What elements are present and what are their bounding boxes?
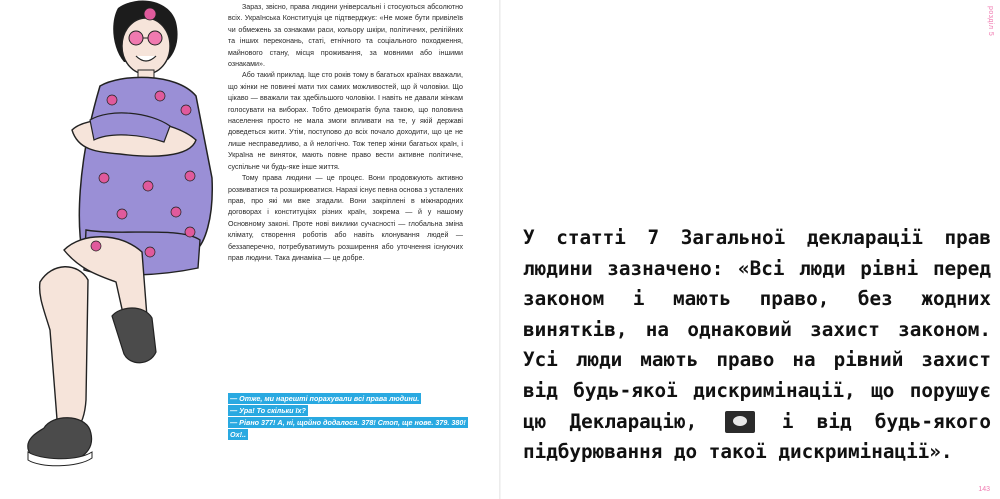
paragraph: Зараз, звісно, права людини універсальні і стосуються абсолютно всіх. Українська Конституція це підтверджує: «Не може бути привілеїв чи обмежень за ознаками раси, кольору шкіри, політичних, релігійних та інших переконань, статі, етнічного та соціального походження, майнового стану, місця проживання, за мовними або іншими ознаками». [228, 3, 463, 69]
dialog-line: — Отже, ми нарешті порахували всі права людини. [230, 394, 420, 403]
left-page-body-text [228, 2, 463, 264]
paragraph: Або такий приклад. Іще сто років тому в багатьох країнах вважали, що жінки не повинні мати тих самих можливостей, що й чоловіки. Що цікаво — вважали так здебільшого чоловіки. І навіть не давали жінкам голосувати на виборах. Тобто демократія була такою, що половина населення просто не мала змоги впливати на те, у якій державі доведеться жити. Утім, поступово до всіх почало доходити, що це не лише несправедливо, а й нелогічно. Тож тепер жінки багатьох країн, і Україна не виняток, мають повне право вести активне політичне, суспільне чи будь-яке інше життя. [228, 71, 463, 171]
declaration-quote [523, 223, 991, 468]
chapter-side-label: розділ 5 [987, 6, 994, 37]
paragraph: Тому права людини — це процес. Вони продовжують активно розвиватися та розширюватися. Наразі існує певна основа з усталених прав, про які ми вже згадали. Вони закріплені в міжнародних договорах і конституціях різних країн, зокрема — й у нашому Основному законі. Проте нові виклики сучасності — глобальна зміна клімату, створення роботів або навіть клонування людей — беззаперечно, потребуватимуть розширення або уточнення існуючих прав людини. Така динаміка — це добре. [228, 174, 463, 262]
page-number-right: 143 [978, 486, 990, 493]
dialog-line: — Рівно 377! А, ні, щойно додалося. 378! Стоп, ще нове. 379. 380! Ох!.. [230, 418, 466, 439]
dialog-line: — Ура! То скільки їх? [230, 406, 306, 416]
book-gutter [499, 0, 501, 499]
quote-text-part-1: У статті 7 Загальної декларації прав людини зазначено: «Всі люди рівні перед законом і мають право, без жодних винятків, на однаковий захист законом. Усі люди мають право на рівний захист від будь-якої дискримінації, що порушує цю Декларацію, [523, 226, 991, 433]
woman-figure-illustration [0, 0, 222, 499]
inline-image-icon [725, 411, 755, 433]
highlighted-dialog [228, 393, 468, 441]
quote-text-part-2: і від будь-якого підбурювання до такої дискримінації». [523, 409, 991, 464]
